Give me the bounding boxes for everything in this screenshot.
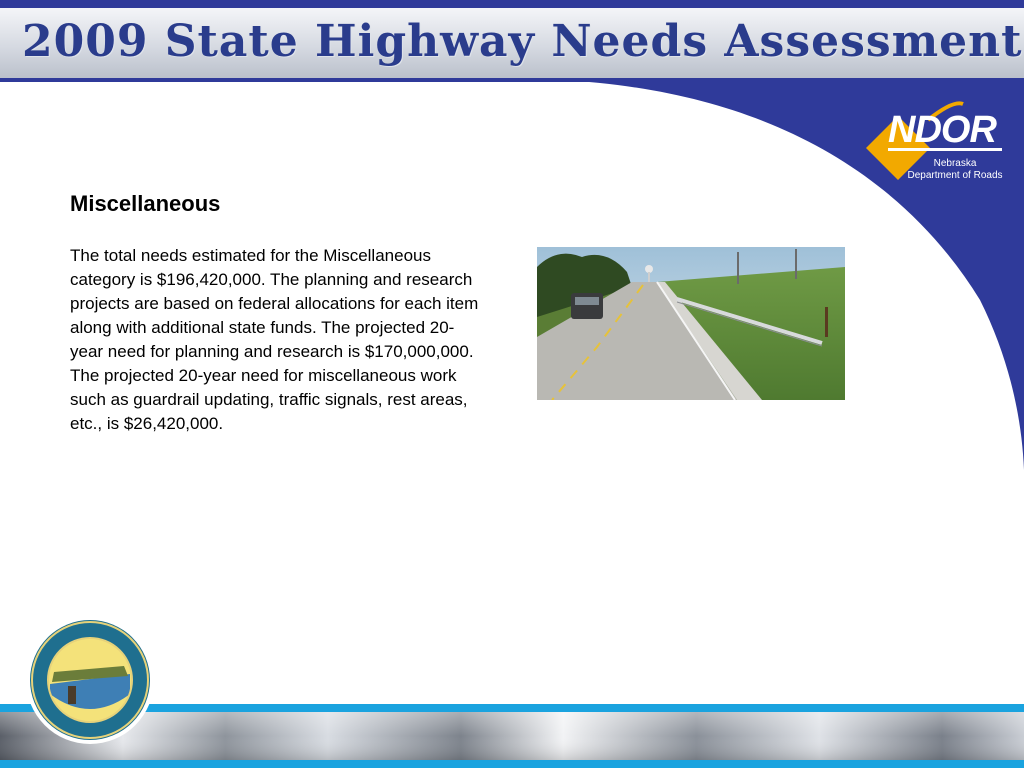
highway-photo <box>537 247 845 400</box>
header-title: 2009 State Highway Needs Assessment <box>22 16 1023 67</box>
body-paragraph: The total needs estimated for the Miscellaneous category is $196,420,000. The planning and research projects are based on federal allocations for each item along with additional state funds. The projected 20-year need for planning and research is $170,000,000. The projected 20-year need for miscellaneous work such as guardrail updating, traffic signals, rest areas, etc., is $26,420,000. <box>70 246 479 433</box>
logo-wordmark: NDOR <box>888 109 996 151</box>
logo-subtitle-line1: Nebraska <box>933 158 977 169</box>
logo-subtitle-line2: Department of Roads <box>907 170 1003 181</box>
nebraska-state-seal <box>24 614 156 746</box>
logo-subtitle <box>900 158 1010 182</box>
section-heading: Miscellaneous <box>70 191 221 216</box>
